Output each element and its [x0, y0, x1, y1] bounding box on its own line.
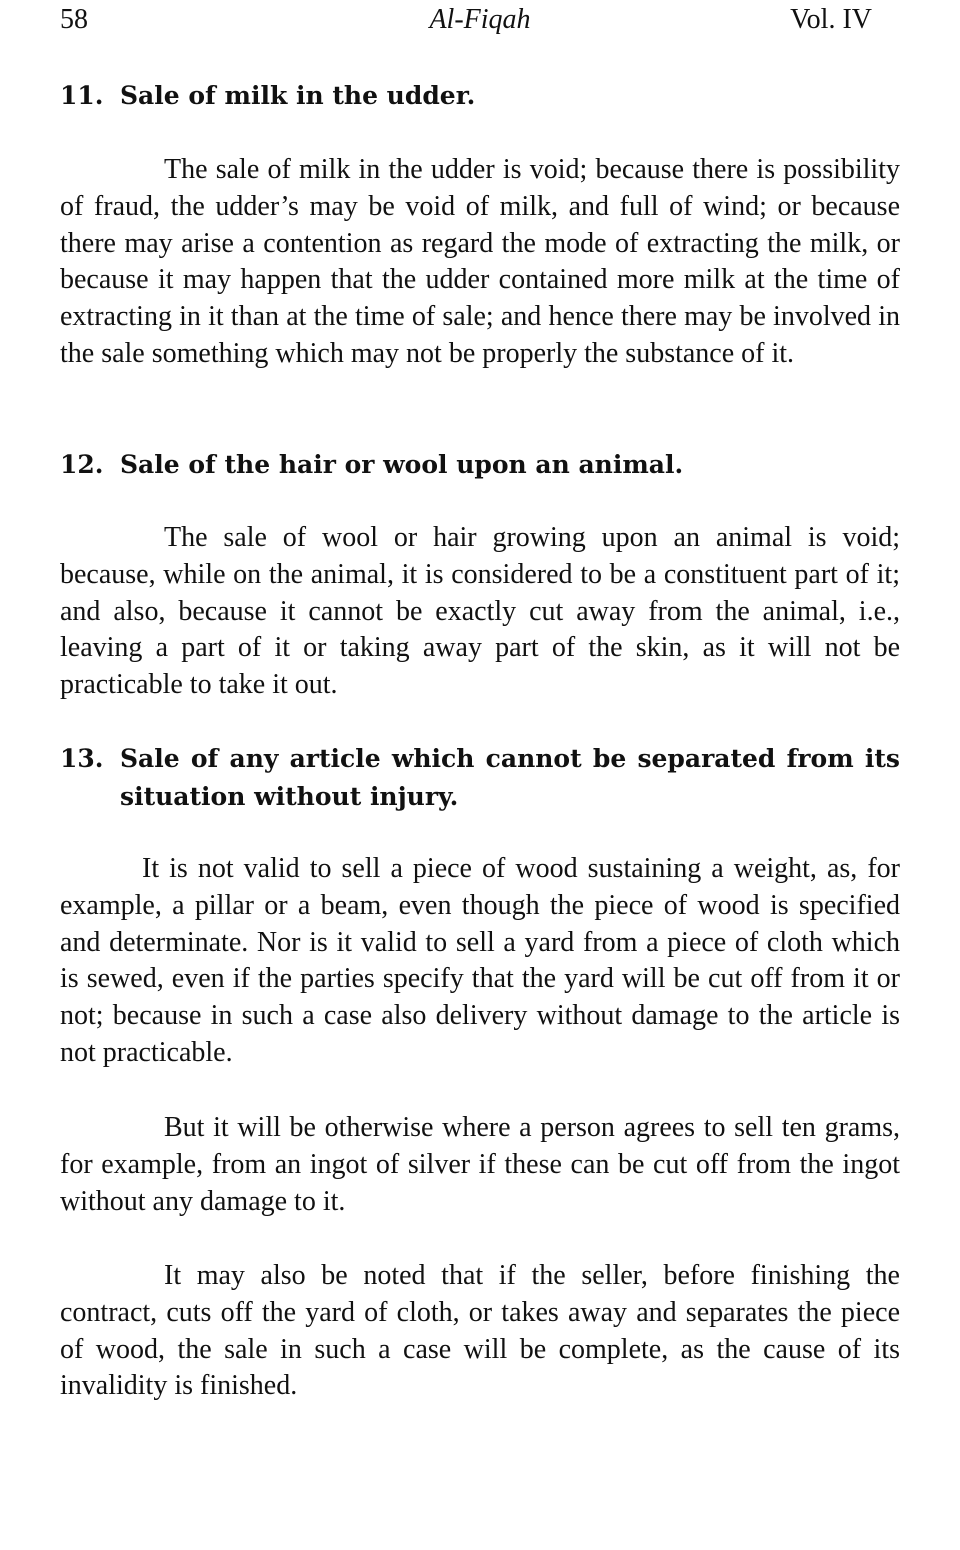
section-heading-11 [60, 77, 900, 115]
section-number: 11. [60, 81, 104, 110]
body-paragraph: But it will be otherwise where a person agrees to sell ten grams, for example, from an ingot of silver if these can be cut off from the ingot without any damage to it. [60, 1112, 900, 1217]
page-number: 58 [60, 4, 88, 35]
body-paragraph: It is not valid to sell a piece of wood sustaining a weight, as, for example, a pillar or a beam, even though the piece of wood is specified and determinate. Nor is it valid to sell a yard from a piece of cloth which is sewed, even if the parties specify that the yard will be cut off from it or not; because in such a case also delivery without damage to the article is not practicable. [60, 853, 900, 1068]
section-number: 13. [60, 744, 104, 773]
body-paragraph: The sale of milk in the udder is void; because there is possibility of fraud, the udder’s may be void of milk, and full of wind; or because there may arise a contention as regard the mode of extracting the milk, or because it may happen that the udder contained more milk at the time of extracting in it than at the time of sale; and hence there may be involved in the sale something which may not be properly the substance of it. [60, 154, 900, 369]
section-title: Sale of the hair or wool upon an animal. [120, 450, 684, 479]
section-number: 12. [60, 450, 104, 479]
section-title: Sale of any article which cannot be separated from its situation without injury. [120, 744, 900, 811]
volume-label: Vol. IV [790, 4, 872, 35]
section-title: Sale of milk in the udder. [120, 81, 476, 110]
book-page [60, 0, 900, 1550]
book-title: Al-Fiqah [429, 4, 531, 35]
body-paragraph: The sale of wool or hair growing upon an animal is void; because, while on the animal, it is considered to be a constituent part of it; and also, because it cannot be exactly cut away from the animal, i.e., leaving a part of it or taking away part of the skin, as it will not be practicable to take it out. [60, 522, 900, 701]
section-heading-13 [60, 740, 900, 816]
body-paragraph: It may also be noted that if the seller, before finishing the contract, cuts off the yard of cloth, or takes away and separates the piece of wood, the sale in such a case will be complete, as the cause of its invalidity is finished. [60, 1260, 900, 1402]
section-heading-12 [60, 446, 900, 484]
running-header [60, 4, 900, 44]
